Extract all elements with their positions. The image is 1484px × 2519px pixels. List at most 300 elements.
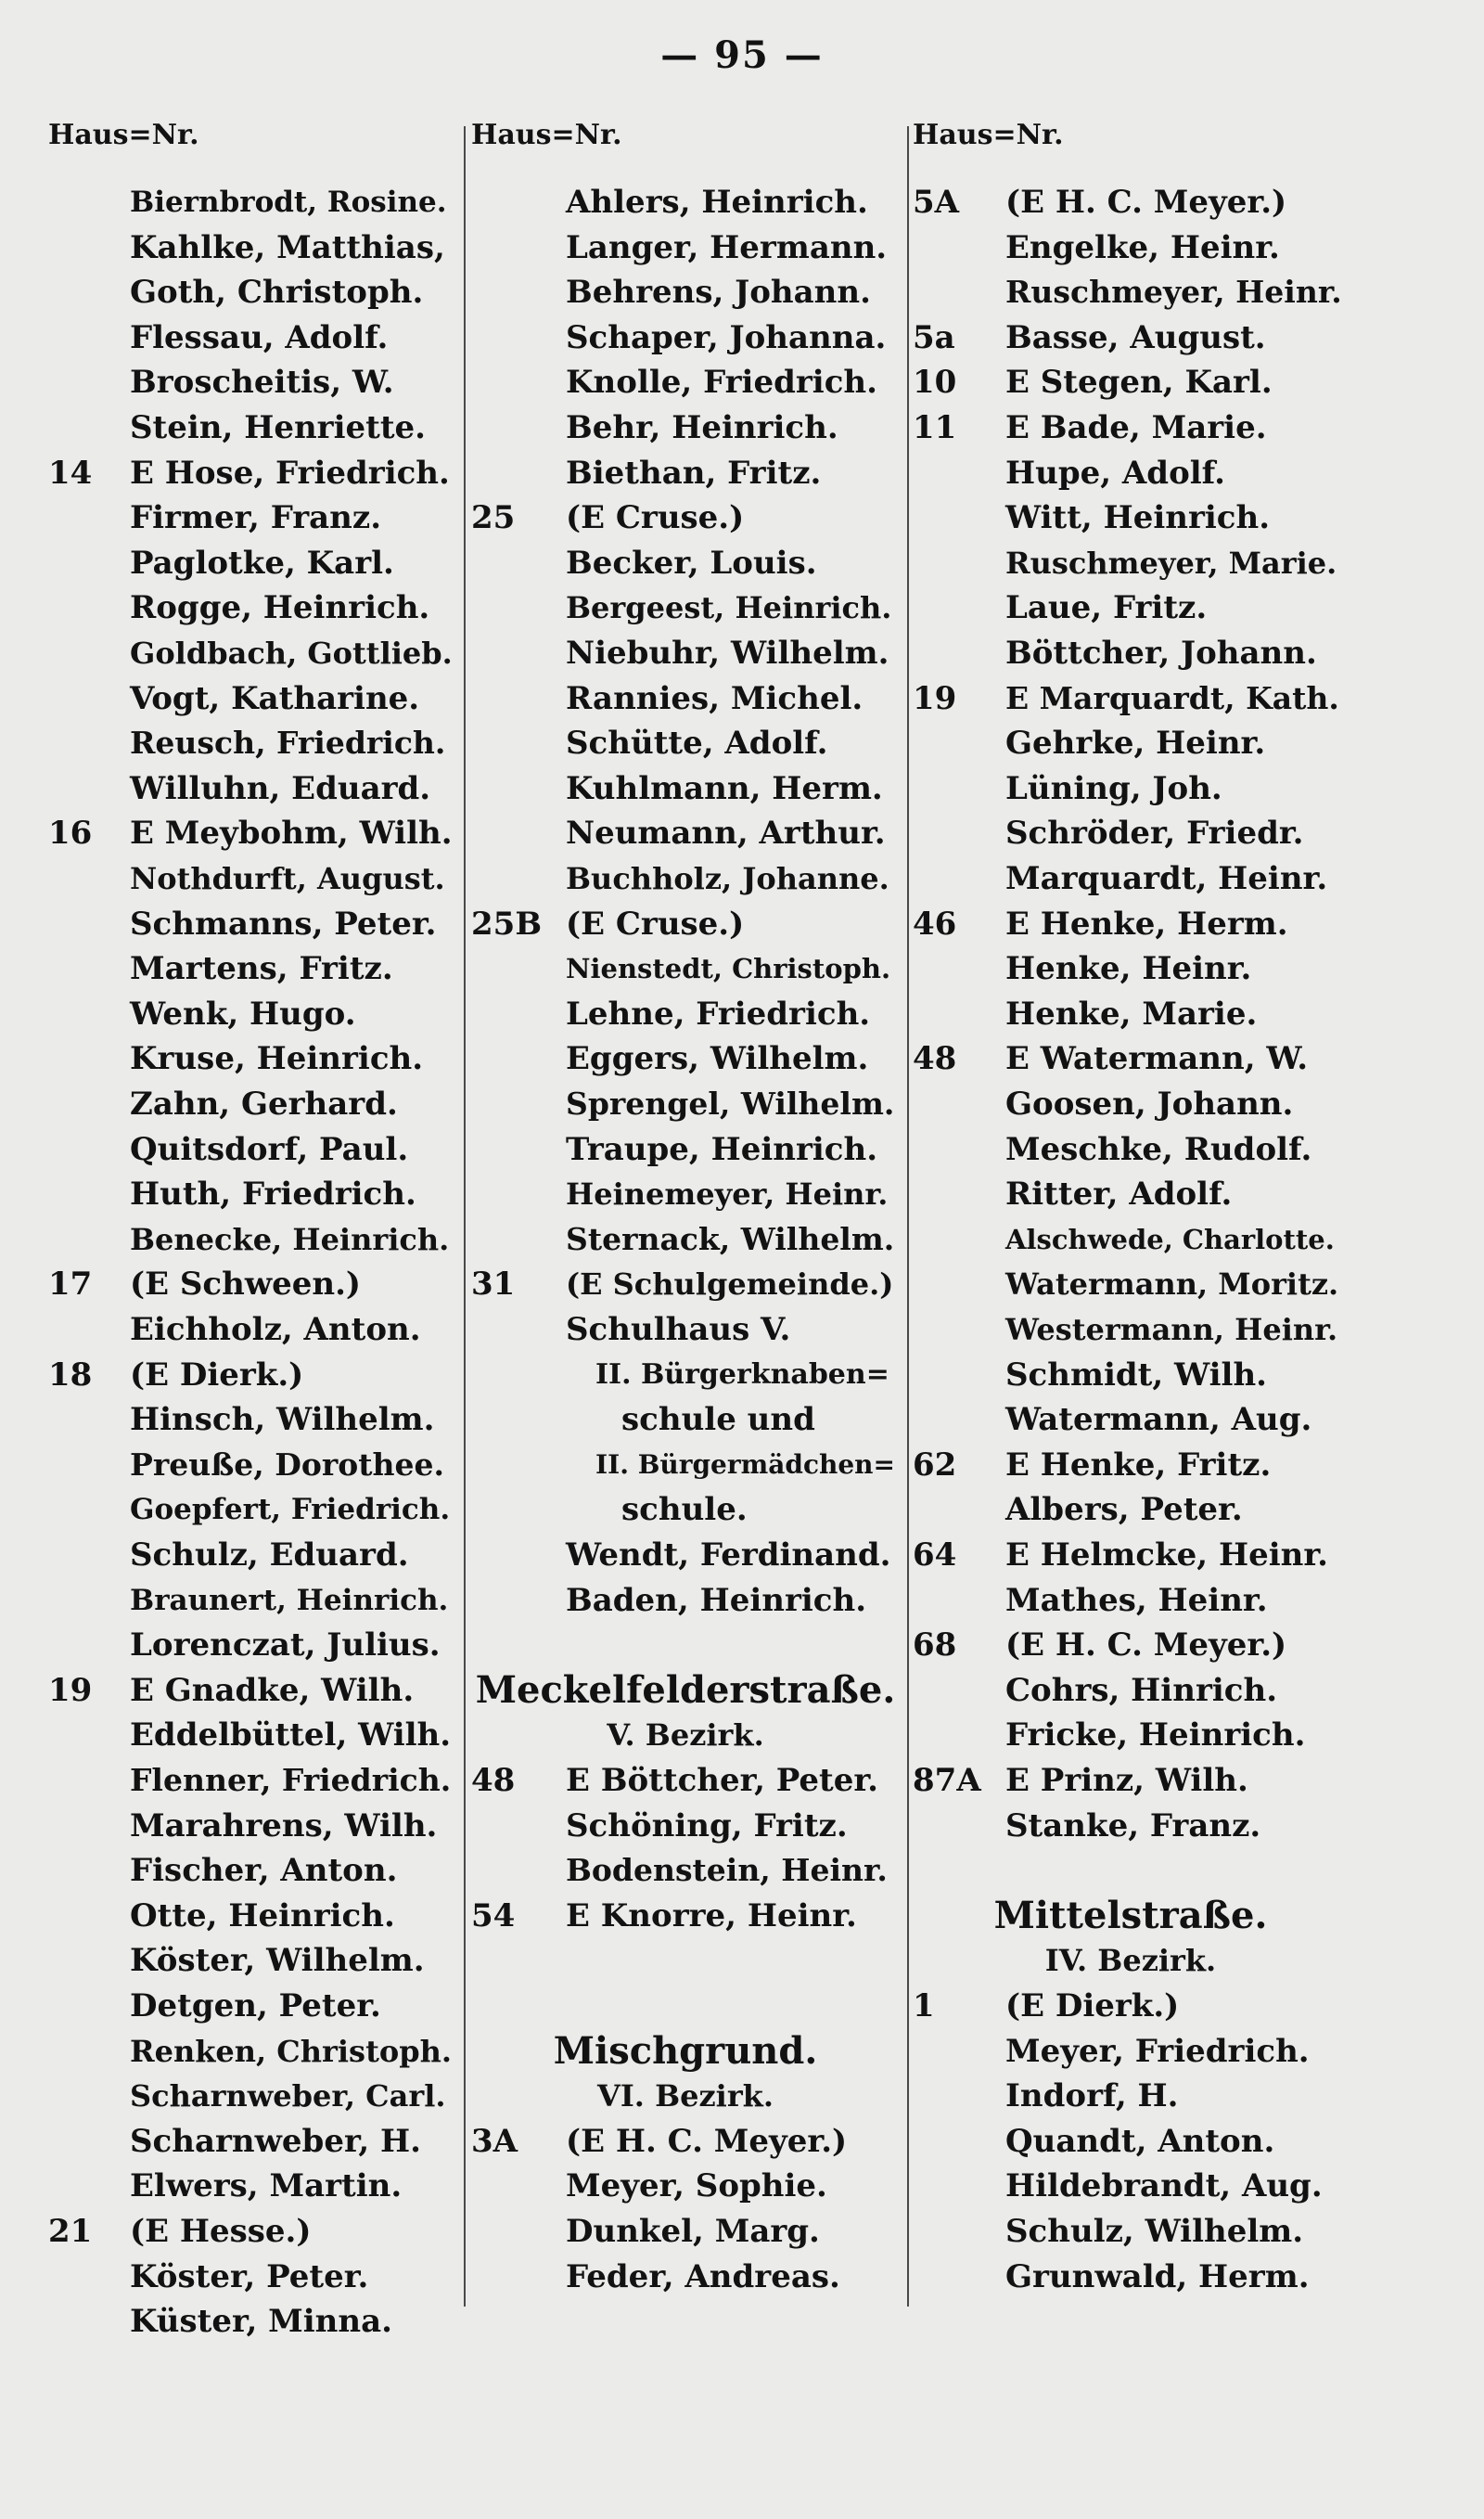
list-item <box>913 1578 1349 1623</box>
list-item <box>48 1487 456 1532</box>
resident-name: Fischer, Anton. <box>130 1852 398 1890</box>
list-item <box>48 1713 456 1757</box>
list-item <box>48 992 456 1036</box>
resident-name: Fricke, Heinrich. <box>1005 1716 1306 1754</box>
list-item <box>48 180 456 225</box>
list-item <box>48 2255 456 2299</box>
resident-name: Detgen, Peter. <box>130 1987 381 2024</box>
list-item <box>48 1623 456 1667</box>
list-item <box>913 631 1349 675</box>
house-number: 5A <box>913 184 960 221</box>
column-header: Haus=Nr. <box>48 119 199 151</box>
resident-name: Flessau, Adolf. <box>130 318 389 356</box>
resident-name: Mathes, Heinr. <box>1005 1581 1268 1619</box>
resident-name: Niebuhr, Wilhelm. <box>566 635 889 672</box>
resident-name: Wenk, Hugo. <box>130 995 356 1033</box>
list-item <box>471 856 900 901</box>
house-number: 31 <box>471 1266 516 1304</box>
resident-name: Henke, Marie. <box>1005 995 1258 1033</box>
list-item <box>48 766 456 811</box>
resident-name: (E Dierk.) <box>1005 1987 1180 2024</box>
list-item <box>471 1487 900 1532</box>
house-number: 54 <box>471 1896 516 1934</box>
list-item <box>913 766 1349 811</box>
list-item <box>471 721 900 765</box>
resident-name: Firmer, Franz. <box>130 499 382 537</box>
column-divider <box>464 126 466 2307</box>
resident-name: Cohrs, Hinrich. <box>1005 1671 1278 1709</box>
resident-name: Eggers, Wilhelm. <box>566 1040 869 1078</box>
resident-name: Zahn, Gerhard. <box>130 1086 398 1123</box>
list-item <box>48 676 456 721</box>
resident-name: (E H. C. Meyer.) <box>1005 1626 1287 1664</box>
street-heading: Meckelfelderstraße. <box>475 1667 896 1712</box>
resident-name: Henke, Heinr. <box>1005 950 1252 988</box>
list-item <box>913 585 1349 630</box>
resident-name: Engelke, Heinr. <box>1005 228 1280 266</box>
list-item <box>471 1848 900 1893</box>
house-number: 25 <box>471 499 516 537</box>
resident-name: Watermann, Aug. <box>1005 1401 1312 1439</box>
list-item <box>471 1397 900 1442</box>
list-item <box>48 2209 456 2254</box>
resident-name: Feder, Andreas. <box>566 2257 840 2295</box>
house-number: 68 <box>913 1626 957 1664</box>
resident-name: E Bade, Marie. <box>1005 409 1267 446</box>
resident-name: Martens, Fritz. <box>130 950 393 988</box>
list-item <box>913 2074 1349 2118</box>
list-item <box>471 902 900 946</box>
resident-name: Schulhaus V. <box>566 1311 791 1348</box>
resident-name: Grunwald, Herm. <box>1005 2257 1310 2295</box>
house-number: 25B <box>471 905 543 943</box>
house-number: 10 <box>913 364 957 402</box>
resident-name: Ruschmeyer, Marie. <box>1005 545 1337 581</box>
resident-name: Dunkel, Marg. <box>566 2213 820 2250</box>
list-item <box>913 2119 1349 2164</box>
house-number: 21 <box>48 2213 93 2250</box>
list-item <box>913 1307 1349 1352</box>
resident-name: Sternack, Wilhelm. <box>566 1220 895 1257</box>
list-item <box>913 180 1349 225</box>
list-item <box>48 1804 456 1848</box>
resident-name: Behrens, Johann. <box>566 274 871 312</box>
resident-name: Schröder, Friedr. <box>1005 815 1304 853</box>
resident-name: Traupe, Heinrich. <box>566 1130 878 1168</box>
resident-name: Witt, Heinrich. <box>1005 499 1271 537</box>
resident-name: (E H. C. Meyer.) <box>1005 184 1287 221</box>
resident-name: Bodenstein, Heinr. <box>566 1852 888 1889</box>
house-number: 46 <box>913 905 957 943</box>
list-item <box>913 676 1349 721</box>
resident-name: Goth, Christoph. <box>130 274 424 312</box>
resident-name: Preuße, Dorothee. <box>130 1446 444 1483</box>
resident-name: Stein, Henriette. <box>130 409 427 446</box>
resident-name: E Henke, Herm. <box>1005 905 1288 943</box>
resident-name: Bergeest, Heinrich. <box>566 590 892 626</box>
resident-name: Schmidt, Wilh. <box>1005 1356 1267 1394</box>
list-item <box>48 1848 456 1893</box>
resident-name: Westermann, Heinr. <box>1005 1312 1338 1347</box>
house-number: 48 <box>471 1762 516 1799</box>
resident-name: Watermann, Moritz. <box>1005 1266 1339 1303</box>
list-item <box>471 1262 900 1306</box>
resident-name: schule und <box>621 1401 815 1439</box>
resident-name: Lehne, Friedrich. <box>566 995 871 1033</box>
list-item <box>471 992 900 1036</box>
house-number: 5a <box>913 318 955 356</box>
list-item <box>913 1082 1349 1126</box>
list-item <box>471 631 900 675</box>
list-item <box>48 1353 456 1397</box>
list-item <box>913 270 1349 315</box>
list-item <box>48 1938 456 1983</box>
list-item <box>48 1127 456 1172</box>
resident-name: schule. <box>621 1491 748 1529</box>
resident-name: (E Hesse.) <box>130 2213 312 2250</box>
list-item <box>913 1533 1349 1577</box>
resident-name: Langer, Hermann. <box>566 228 888 266</box>
resident-name: Lorenczat, Julius. <box>130 1626 441 1664</box>
list-item <box>48 2164 456 2208</box>
resident-name: (E Schulgemeinde.) <box>566 1266 894 1303</box>
list-item <box>471 451 900 495</box>
list-item <box>913 811 1349 855</box>
column-divider <box>907 126 909 2307</box>
list-item <box>471 225 900 270</box>
list-item <box>913 2209 1349 2254</box>
resident-name: E Stegen, Karl. <box>1005 364 1273 402</box>
house-number: 62 <box>913 1446 957 1484</box>
list-item <box>471 495 900 540</box>
list-item <box>913 1668 1349 1713</box>
list-item <box>48 631 456 675</box>
resident-name: Goosen, Johann. <box>1005 1086 1294 1123</box>
resident-name: Flenner, Friedrich. <box>130 1762 452 1798</box>
list-item <box>913 946 1349 991</box>
house-number: 11 <box>913 409 957 446</box>
district-subheading: IV. Bezirk. <box>1044 1943 1217 1979</box>
resident-name: Sprengel, Wilhelm. <box>566 1086 895 1122</box>
list-item <box>48 1443 456 1487</box>
resident-name: Kruse, Heinrich. <box>130 1040 424 1078</box>
list-item <box>913 1397 1349 1442</box>
resident-name: Basse, August. <box>1005 318 1266 356</box>
house-number: 48 <box>913 1040 957 1078</box>
house-number: 87A <box>913 1762 981 1799</box>
list-item <box>48 2119 456 2164</box>
list-item <box>48 1668 456 1713</box>
list-item <box>913 1487 1349 1532</box>
resident-name: Ruschmeyer, Heinr. <box>1005 274 1342 311</box>
house-number: 64 <box>913 1536 957 1574</box>
resident-name: Biernbrodt, Rosine. <box>130 186 447 219</box>
list-item <box>48 1397 456 1442</box>
resident-name: Marquardt, Heinr. <box>1005 860 1328 897</box>
list-item <box>471 360 900 405</box>
list-item <box>48 1758 456 1803</box>
list-item <box>48 1217 456 1262</box>
resident-name: Marahrens, Wilh. <box>130 1806 438 1844</box>
resident-name: Paglotke, Karl. <box>130 544 394 582</box>
list-item <box>913 405 1349 450</box>
list-item <box>48 856 456 901</box>
resident-name: (E Schween.) <box>130 1266 361 1304</box>
resident-name: Elwers, Martin. <box>130 2167 403 2205</box>
resident-name: Kahlke, Matthias, <box>130 228 445 266</box>
list-item <box>913 315 1349 360</box>
resident-name: Kuhlmann, Herm. <box>566 769 883 807</box>
list-item <box>471 946 900 991</box>
list-item <box>913 721 1349 765</box>
resident-name: Quandt, Anton. <box>1005 2122 1275 2160</box>
list-item <box>48 902 456 946</box>
resident-name: Benecke, Heinrich. <box>130 1221 450 1257</box>
list-item <box>913 1984 1349 2028</box>
district-subheading: V. Bezirk. <box>607 1717 764 1754</box>
list-item <box>48 1172 456 1216</box>
resident-name: Goldbach, Gottlieb. <box>130 636 453 671</box>
list-item <box>48 1533 456 1577</box>
list-item <box>48 2029 456 2074</box>
resident-name: E Hose, Friedrich. <box>130 454 450 492</box>
list-item <box>913 1127 1349 1172</box>
resident-name: Ritter, Adolf. <box>1005 1176 1233 1214</box>
list-item <box>48 225 456 270</box>
list-item <box>913 1036 1349 1081</box>
list-item <box>913 1623 1349 1667</box>
resident-name: Buchholz, Johanne. <box>566 861 889 896</box>
list-item <box>471 2209 900 2254</box>
list-item <box>471 1307 900 1352</box>
list-item <box>913 856 1349 901</box>
resident-name: Lüning, Joh. <box>1005 769 1222 807</box>
list-item <box>48 1894 456 1938</box>
resident-name: Behr, Heinrich. <box>566 409 838 446</box>
list-item <box>471 1353 900 1397</box>
resident-name: Nothdurft, August. <box>130 861 445 896</box>
resident-name: Otte, Heinrich. <box>130 1896 395 1934</box>
list-item <box>471 1172 900 1216</box>
list-item <box>913 1713 1349 1757</box>
list-item <box>471 1894 900 1938</box>
list-item <box>913 2164 1349 2208</box>
list-item <box>913 1262 1349 1306</box>
column-header: Haus=Nr. <box>471 119 622 151</box>
list-item <box>471 270 900 315</box>
list-item <box>471 1533 900 1577</box>
list-item <box>913 360 1349 405</box>
list-item <box>471 1036 900 1081</box>
list-item <box>48 1984 456 2028</box>
page-number: — 95 — <box>660 33 824 77</box>
resident-name: Braunert, Heinrich. <box>130 1583 449 1617</box>
list-item <box>471 676 900 721</box>
resident-name: (E Dierk.) <box>130 1356 304 1394</box>
resident-name: Meschke, Rudolf. <box>1005 1130 1312 1168</box>
list-item <box>48 495 456 540</box>
resident-name: Meyer, Sophie. <box>566 2167 827 2205</box>
resident-name: E Helmcke, Heinr. <box>1005 1536 1328 1574</box>
list-item <box>471 766 900 811</box>
list-item <box>48 1307 456 1352</box>
list-item <box>913 495 1349 540</box>
resident-name: Gehrke, Heinr. <box>1005 725 1266 763</box>
house-number: 3A <box>471 2122 518 2160</box>
resident-name: Huth, Friedrich. <box>130 1176 416 1214</box>
resident-name: Schütte, Adolf. <box>566 725 828 763</box>
list-item <box>48 811 456 855</box>
resident-name: Stanke, Franz. <box>1005 1806 1261 1844</box>
list-item <box>48 541 456 585</box>
resident-name: Schöning, Fritz. <box>566 1806 848 1844</box>
list-item <box>48 1036 456 1081</box>
list-item <box>913 1217 1349 1262</box>
resident-name: E Meybohm, Wilh. <box>130 815 453 853</box>
list-item <box>913 451 1349 495</box>
resident-name: E Gnadke, Wilh. <box>130 1671 415 1709</box>
resident-name: Eichholz, Anton. <box>130 1311 421 1348</box>
district-subheading: VI. Bezirk. <box>597 2078 774 2114</box>
resident-name: (E H. C. Meyer.) <box>566 2122 848 2160</box>
list-item <box>48 2074 456 2118</box>
house-number: 16 <box>48 815 93 853</box>
list-item <box>48 451 456 495</box>
resident-name: Becker, Louis. <box>566 544 817 582</box>
list-item <box>913 1443 1349 1487</box>
list-item <box>913 992 1349 1036</box>
house-number: 19 <box>48 1671 93 1709</box>
list-item <box>913 225 1349 270</box>
resident-name: Hildebrandt, Aug. <box>1005 2167 1323 2205</box>
resident-name: Ahlers, Heinrich. <box>566 184 868 221</box>
list-item <box>471 2119 900 2164</box>
list-item <box>48 585 456 630</box>
list-item <box>471 811 900 855</box>
resident-name: Schulz, Wilhelm. <box>1005 2213 1304 2250</box>
list-item <box>48 405 456 450</box>
list-item <box>48 315 456 360</box>
resident-name: Knolle, Friedrich. <box>566 364 877 402</box>
list-item <box>913 2029 1349 2074</box>
resident-name: Eddelbüttel, Wilh. <box>130 1716 452 1754</box>
list-item <box>913 1804 1349 1848</box>
list-item <box>48 360 456 405</box>
resident-name: II. Bürgermädchen= <box>595 1448 895 1480</box>
resident-name: Wendt, Ferdinand. <box>566 1536 891 1574</box>
resident-name: E Prinz, Wilh. <box>1005 1762 1248 1799</box>
resident-name: Köster, Peter. <box>130 2257 369 2295</box>
resident-name: Meyer, Friedrich. <box>1005 2032 1310 2070</box>
list-item <box>471 585 900 630</box>
list-item <box>471 1443 900 1487</box>
list-item <box>913 902 1349 946</box>
list-item <box>471 1758 900 1803</box>
list-item <box>48 721 456 765</box>
resident-name: Biethan, Fritz. <box>566 454 822 492</box>
house-number: 1 <box>913 1987 935 2024</box>
list-item <box>48 946 456 991</box>
resident-name: Scharnweber, H. <box>130 2122 422 2160</box>
resident-name: Scharnweber, Carl. <box>130 2078 446 2114</box>
resident-name: Küster, Minna. <box>130 2303 392 2341</box>
resident-name: Heinemeyer, Heinr. <box>566 1176 889 1213</box>
resident-name: E Marquardt, Kath. <box>1005 679 1339 716</box>
resident-name: E Watermann, W. <box>1005 1040 1309 1078</box>
resident-name: Laue, Fritz. <box>1005 589 1208 627</box>
resident-name: Schaper, Johanna. <box>566 318 887 356</box>
list-item <box>48 1262 456 1306</box>
list-item <box>471 405 900 450</box>
resident-name: Indorf, H. <box>1005 2077 1179 2115</box>
list-item <box>471 1127 900 1172</box>
list-item <box>471 2255 900 2299</box>
resident-name: Broscheitis, W. <box>130 364 394 402</box>
street-heading: Mischgrund. <box>553 2028 818 2073</box>
list-item <box>471 180 900 225</box>
list-item <box>48 270 456 315</box>
list-item <box>471 1217 900 1262</box>
resident-name: Vogt, Katharine. <box>130 679 420 717</box>
resident-name: Böttcher, Johann. <box>1005 635 1317 672</box>
resident-name: E Henke, Fritz. <box>1005 1446 1272 1484</box>
resident-name: Hupe, Adolf. <box>1005 454 1225 492</box>
list-item <box>48 1578 456 1623</box>
resident-name: Köster, Wilhelm. <box>130 1942 425 1980</box>
resident-name: Renken, Christoph. <box>130 2033 452 2069</box>
resident-name: Neumann, Arthur. <box>566 815 886 853</box>
resident-name: (E Cruse.) <box>566 905 745 943</box>
list-item <box>913 1758 1349 1803</box>
resident-name: II. Bürgerknaben= <box>595 1357 889 1391</box>
resident-name: (E Cruse.) <box>566 499 745 537</box>
list-item <box>471 1578 900 1623</box>
resident-name: Reusch, Friedrich. <box>130 725 446 762</box>
list-item <box>913 2255 1349 2299</box>
list-item <box>471 541 900 585</box>
resident-name: Schulz, Eduard. <box>130 1536 409 1574</box>
house-number: 18 <box>48 1356 93 1394</box>
resident-name: Rogge, Heinrich. <box>130 589 430 627</box>
list-item <box>48 2299 456 2344</box>
house-number: 17 <box>48 1266 93 1304</box>
list-item <box>471 2164 900 2208</box>
list-item <box>913 1172 1349 1216</box>
resident-name: Hinsch, Wilhelm. <box>130 1401 435 1439</box>
resident-name: Nienstedt, Christoph. <box>566 953 891 985</box>
resident-name: Willuhn, Eduard. <box>130 769 431 807</box>
resident-name: Baden, Heinrich. <box>566 1581 867 1619</box>
resident-name: Alschwede, Charlotte. <box>1005 1223 1335 1255</box>
house-number: 19 <box>913 679 957 717</box>
resident-name: Schmanns, Peter. <box>130 905 437 943</box>
list-item <box>471 1804 900 1848</box>
resident-name: Goepfert, Friedrich. <box>130 1493 451 1527</box>
resident-name: Rannies, Michel. <box>566 679 864 717</box>
list-item <box>913 1353 1349 1397</box>
resident-name: Quitsdorf, Paul. <box>130 1130 409 1168</box>
resident-name: Albers, Peter. <box>1005 1491 1243 1529</box>
list-item <box>913 541 1349 585</box>
resident-name: E Knorre, Heinr. <box>566 1896 857 1934</box>
street-heading: Mittelstraße. <box>993 1893 1268 1937</box>
list-item <box>471 1082 900 1126</box>
house-number: 14 <box>48 454 93 492</box>
column-header: Haus=Nr. <box>913 119 1064 151</box>
list-item <box>471 315 900 360</box>
list-item <box>48 1082 456 1126</box>
resident-name: E Böttcher, Peter. <box>566 1762 878 1799</box>
